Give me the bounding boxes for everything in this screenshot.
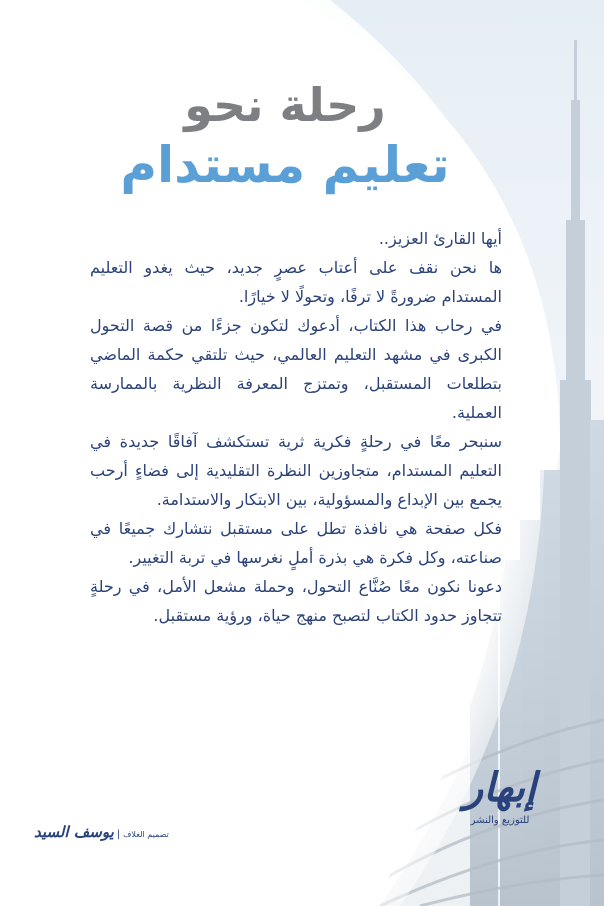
publisher-name: إبهار (463, 764, 537, 811)
designer-name: يوسف السيد (34, 823, 114, 841)
publisher-logo (440, 766, 560, 846)
publisher-tagline: للتوزيع والنشر (470, 815, 530, 826)
body-paragraph-5: دعونا نكون معًا صُنَّاع التحول، وحملة مشعل الأمل، في رحلةٍ تتجاوز حدود الكتاب لتصبح منهج حياة، ورؤية مستقبل. (90, 577, 502, 625)
title-line-1: رحلة نحو (184, 78, 386, 132)
designer-credit (34, 822, 194, 841)
body-paragraph-2: في رحاب هذا الكتاب، أدعوك لتكون جزءًا من قصة التحول الكبرى في مشهد التعليم العالمي، حيث تلتقي حكمة الماضي بتطلعات المستقبل، وتمتزج المعرفة النظرية بالممارسة العملية. (90, 316, 502, 422)
body-text (90, 224, 502, 630)
designer-label: تصميم الغلاف (123, 830, 169, 839)
body-paragraph-4: فكل صفحة هي نافذة تطل على مستقبل نتشارك جميعًا في صناعته، وكل فكرة هي بذرة أملٍ نغرسها في تربة التغيير. (90, 519, 502, 567)
body-paragraph-3: سنبحر معًا في رحلةٍ فكرية ثرية تستكشف آفاقًا جديدة في التعليم المستدام، متجاوزين النظرة التقليدية إلى فضاءٍ أرحب يجمع بين الإبداع والمسؤولية، بين الابتكار والاستدامة. (90, 432, 502, 509)
body-paragraph-1: ها نحن نقف على أعتاب عصرٍ جديد، حيث يغدو التعليم المستدام ضرورةً لا ترفًا، وتحولًا لا خيارًا. (90, 258, 502, 306)
greeting: أيها القارئ العزيز.. (378, 229, 502, 248)
designer-separator: | (116, 829, 121, 840)
title-line-2: تعليم مستدام (120, 136, 450, 194)
